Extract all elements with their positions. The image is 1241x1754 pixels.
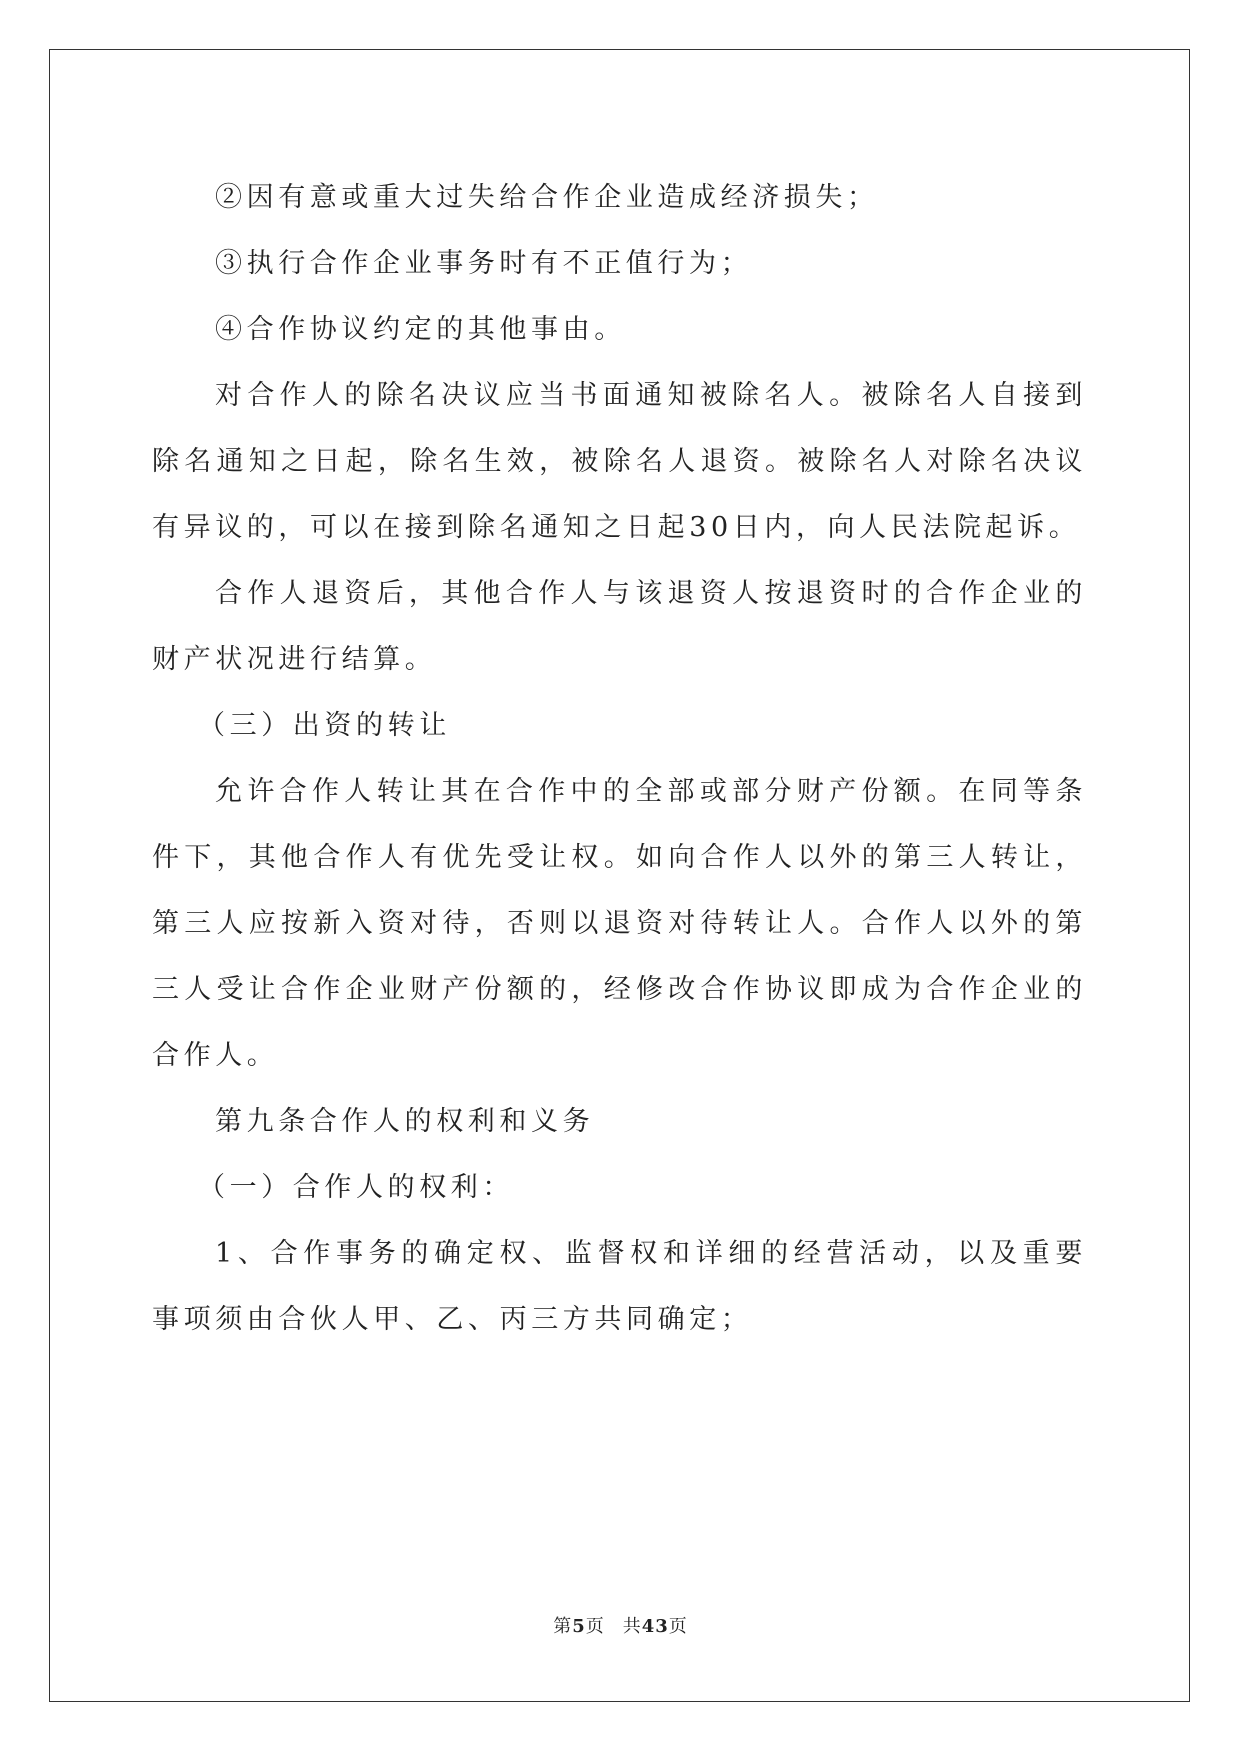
paragraph-transfer-rules: 允许合作人转让其在合作中的全部或部分财产份额。在同等条件下，其他合作人有优先受让权。如向合作人以外的第三人转让，第三人应按新入资对待，否则以退资对待转让人。合作人以外的第三人受让合作企业财产份额的，经修改合作协议即成为合作企业的合作人。 (152, 776, 1087, 1071)
footer-page-number: 5 (572, 1616, 586, 1637)
section-heading-partner-rights: （一）合作人的权利： (198, 1172, 514, 1203)
footer-total-suffix: 页 (668, 1616, 688, 1637)
document-body (152, 165, 1087, 1353)
paragraph-expulsion-notice: 对合作人的除名决议应当书面通知被除名人。被除名人自接到除名通知之日起，除名生效，被除名人退资。被除名人对除名决议有异议的，可以在接到除名通知之日起30日内，向人民法院起诉。 (152, 380, 1087, 543)
article-heading-rights: 第九条合作人的权利和义务 (215, 1106, 595, 1137)
paragraph-item-2: ②因有意或重大过失给合作企业造成经济损失； (215, 182, 879, 213)
footer-total-prefix: 共 (622, 1616, 642, 1637)
paragraph-right-1: 1、合作事务的确定权、监督权和详细的经营活动，以及重要事项须由合伙人甲、乙、丙三方共同确定； (152, 1238, 1087, 1335)
footer-prefix: 第 (553, 1616, 573, 1637)
footer-total-pages: 43 (641, 1616, 669, 1637)
paragraph-settlement: 合作人退资后，其他合作人与该退资人按退资时的合作企业的财产状况进行结算。 (152, 578, 1087, 675)
paragraph-item-3: ③执行合作企业事务时有不正值行为； (215, 248, 753, 279)
page-footer (0, 1612, 1241, 1638)
footer-page-suffix: 页 (585, 1616, 605, 1637)
section-heading-transfer: （三）出资的转让 (198, 710, 451, 741)
paragraph-item-4: ④合作协议约定的其他事由。 (215, 314, 626, 345)
